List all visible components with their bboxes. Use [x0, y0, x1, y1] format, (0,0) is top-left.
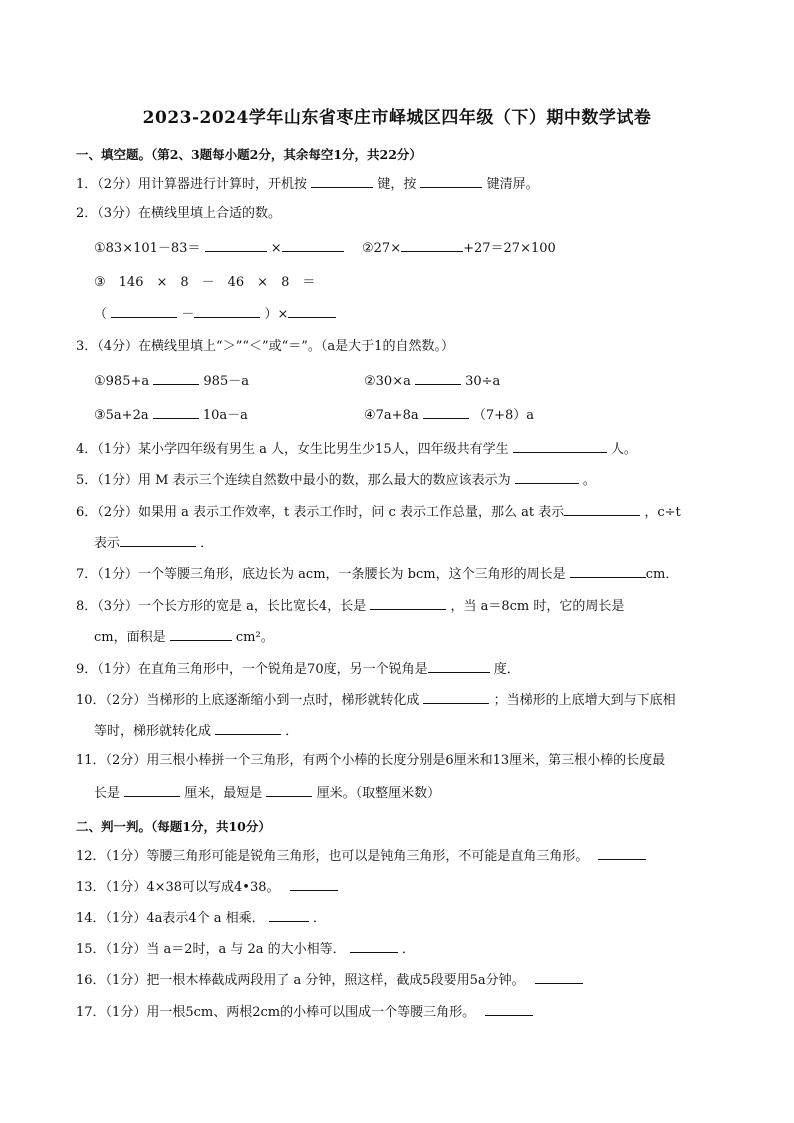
answer-blank[interactable]: [266, 783, 312, 797]
answer-blank[interactable]: [350, 939, 398, 953]
question-2-part-3-answer: （ － ）×: [94, 304, 336, 324]
answer-blank[interactable]: [153, 371, 199, 385]
answer-blank[interactable]: [598, 846, 646, 860]
answer-blank[interactable]: [570, 564, 646, 578]
answer-blank[interactable]: [215, 721, 281, 735]
answer-blank[interactable]: [564, 502, 640, 516]
answer-blank[interactable]: [311, 174, 373, 188]
question-16: 16．（1分）把一根木棒截成两段用了 a 分钟，照这样，截成5段要用5a分钟。: [76, 970, 583, 990]
answer-blank[interactable]: [428, 659, 490, 673]
answer-blank[interactable]: [515, 470, 579, 484]
question-3-stem: 3．（4分）在横线里填上“＞”“＜”或“＝”。（a是大于1的自然数。）: [76, 339, 454, 354]
question-3-item-4: ④7a+8a （7+8）a: [364, 405, 534, 425]
answer-blank[interactable]: [423, 690, 489, 704]
section-fill-in-heading: 一、填空题。（第2、3题每小题2分，其余每空1分，共22分）: [76, 147, 422, 162]
question-5: 5．（1分）用 M 表示三个连续自然数中最小的数，那么最大的数应该表示为 。: [76, 470, 596, 490]
question-2-part-1: ①83×101－83＝ ×: [94, 238, 344, 258]
question-7: 7．（1分）一个等腰三角形，底边长为 acm，一条腰长为 bcm，这个三角形的周长是 cm．: [76, 564, 678, 584]
question-10-line-2: 等时，梯形就转化成 ．: [94, 721, 298, 741]
answer-blank[interactable]: [194, 304, 260, 318]
answer-blank[interactable]: [401, 238, 463, 252]
question-1: 1．（2分）用计算器进行计算时，开机按 键，按 键清屏。: [76, 174, 539, 194]
question-8: 8．（3分）一个长方形的宽是 a，长比宽长4，长是 ，当 a＝8cm 时，它的周长是: [76, 596, 624, 616]
answer-blank[interactable]: [269, 908, 309, 922]
question-12: 12．（1分）等腰三角形可能是锐角三角形，也可以是钝角三角形，不可能是直角三角形。: [76, 846, 646, 866]
exam-title: 2023-2024学年山东省枣庄市峄城区四年级（下）期中数学试卷: [142, 108, 652, 128]
answer-blank[interactable]: [170, 627, 232, 641]
answer-blank[interactable]: [513, 439, 607, 453]
answer-blank[interactable]: [485, 1002, 533, 1016]
question-14: 14．（1分）4a表示4个 a 相乘． ．: [76, 908, 326, 928]
question-11: 11．（2分）用三根小棒拼一个三角形，有两个小棒的长度分别是6厘米和13厘米，第三根小棒的长度最: [76, 753, 666, 768]
answer-blank[interactable]: [288, 304, 336, 318]
answer-blank[interactable]: [290, 877, 338, 891]
question-6-line-2: 表示 ．: [94, 533, 213, 553]
question-4: 4．（1分）某小学四年级有男生 a 人，女生比男生少15人，四年级共有学生 人。: [76, 439, 637, 459]
answer-blank[interactable]: [420, 174, 482, 188]
question-3-item-1: ①985+a 985－a: [94, 371, 249, 391]
section-true-false-heading: 二、判一判。（每题1分，共10分）: [76, 819, 271, 834]
question-11-line-2: 长是 厘米，最短是 厘米。（取整厘米数）: [94, 783, 440, 803]
answer-blank[interactable]: [153, 405, 199, 419]
question-10: 10．（2分）当梯形的上底逐渐缩小到一点时，梯形就转化成 ；当梯形的上底增大到与下底相: [76, 690, 676, 710]
answer-blank[interactable]: [111, 304, 177, 318]
question-2-stem: 2．（3分）在横线里填上合适的数。: [76, 206, 282, 221]
answer-blank[interactable]: [423, 405, 469, 419]
question-17: 17．（1分）用一根5cm、两根2cm的小棒可以围成一个等腰三角形。: [76, 1002, 533, 1022]
question-8-line-2: cm，面积是 cm²。: [94, 627, 274, 647]
question-2-part-3: ③ 146 × 8 － 46 × 8 ＝: [94, 275, 316, 290]
answer-blank[interactable]: [535, 970, 583, 984]
question-6: 6．（2分）如果用 a 表示工作效率，t 表示工作时，问 c 表示工作总量，那么 at 表示 ，c÷t: [76, 502, 681, 522]
question-3-item-3: ③5a+2a 10a－a: [94, 405, 248, 425]
question-9: 9．（1分）在直角三角形中，一个锐角是70度，另一个锐角是 度．: [76, 659, 520, 679]
question-13: 13．（1分）4×38可以写成4•38。: [76, 877, 338, 897]
answer-blank[interactable]: [370, 596, 446, 610]
answer-blank[interactable]: [415, 371, 461, 385]
answer-blank[interactable]: [124, 783, 180, 797]
question-2-part-2: ②27× +27＝27×100: [362, 238, 556, 258]
question-15: 15．（1分）当 a＝2时，a 与 2a 的大小相等． ．: [76, 939, 415, 959]
question-3-item-2: ②30×a 30÷a: [364, 371, 500, 391]
answer-blank[interactable]: [205, 238, 267, 252]
answer-blank[interactable]: [120, 533, 196, 547]
answer-blank[interactable]: [282, 238, 344, 252]
